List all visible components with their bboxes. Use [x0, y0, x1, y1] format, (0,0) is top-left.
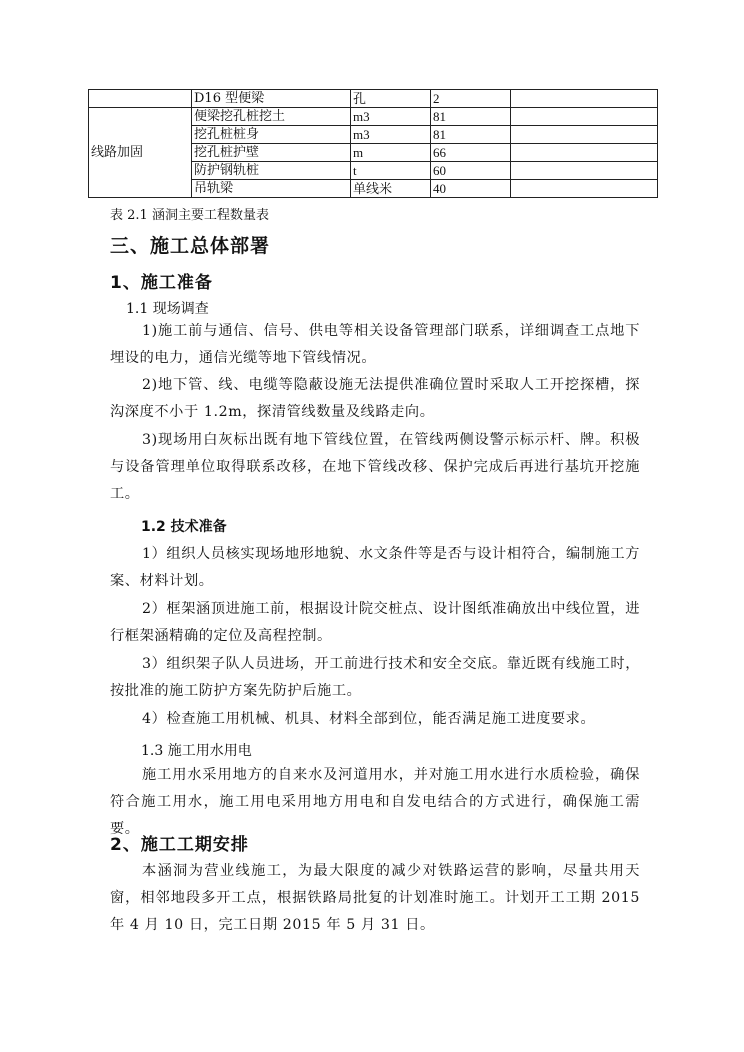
table-cell-unit: t [351, 162, 431, 180]
table-cell-item: 挖孔桩桩身 [192, 126, 351, 144]
table-cell-note [511, 90, 658, 108]
paragraph: 3）组织架子队人员进场，开工前进行技术和安全交底。靠近既有线施工时，按批准的施工防护方案先防护后施工。 [110, 656, 640, 699]
table-cell-category: 线路加固 [89, 108, 192, 198]
table-cell-qty: 66 [431, 144, 511, 162]
subsection-heading-schedule: 2、施工工期安排 [110, 835, 249, 855]
table-cell-note [511, 144, 658, 162]
table-row [89, 90, 658, 108]
table-cell-note [511, 126, 658, 144]
paragraph: 1)施工前与通信、信号、供电等相关设备管理部门联系，详细调查工点地下埋设的电力，通信光缆等地下管线情况。 [110, 323, 640, 366]
paragraph: 4）检查施工用机械、机具、材料全部到位，能否满足施工进度要求。 [142, 711, 596, 727]
subsection-title-technical: 1.2 技术准备 [141, 519, 227, 535]
table-cell-item: D16 型便梁 [192, 90, 351, 108]
paragraph: 2)地下管、线、电缆等隐蔽设施无法提供准确位置时采取人工开挖探槽，探沟深度不小于 1.2m，探清管线数量及线路走向。 [110, 377, 640, 420]
table-cell-unit: m3 [351, 108, 431, 126]
table-cell-unit: 孔 [351, 90, 431, 108]
table-cell-qty: 81 [431, 126, 511, 144]
paragraph: 3)现场用白灰标出既有地下管线位置，在管线两侧设警示标示杆、牌。积极与设备管理单位取得联系改移，在地下管线改移、保护完成后再进行基坑开挖施工。 [110, 432, 640, 502]
table-cell-unit: m [351, 144, 431, 162]
paragraph: 施工用水采用地方的自来水及河道用水，并对施工用水进行水质检验，确保符合施工用水，施工用电采用地方用电和自发电结合的方式进行，确保施工需要。 [110, 767, 640, 837]
subsection-title-site-survey: 1.1 现场调查 [126, 301, 209, 317]
table-cell-item: 防护钢轨桩 [192, 162, 351, 180]
paragraph: 本涵洞为营业线施工，为最大限度的减少对铁路运营的影响，尽量共用天窗，相邻地段多开工点，根据铁路局批复的计划准时施工。计划开工工期 2015 年 4 月 10 日，完工日期 2015 年 5 月 31 日。 [110, 863, 640, 933]
table-cell-note [511, 180, 658, 198]
table-cell-unit: 单线米 [351, 180, 431, 198]
subsection-heading-preparation: 1、施工准备 [110, 273, 213, 293]
paragraph: 2）框架涵顶进施工前，根据设计院交桩点、设计图纸准确放出中线位置，进行框架涵精确的定位及高程控制。 [110, 601, 640, 644]
table-cell-item: 吊轨梁 [192, 180, 351, 198]
table-cell-qty: 81 [431, 108, 511, 126]
table-cell-note [511, 108, 658, 126]
table-cell-qty: 40 [431, 180, 511, 198]
table-cell-category [89, 90, 192, 108]
paragraph: 1）组织人员核实现场地形地貌、水文条件等是否与设计相符合，编制施工方案、材料计划。 [110, 546, 640, 589]
table-caption: 表 2.1 涵洞主要工程数量表 [110, 208, 269, 223]
table-row [89, 108, 658, 126]
quantity-table [88, 89, 658, 198]
section-heading: 三、施工总体部署 [110, 235, 271, 257]
table-cell-item: 挖孔桩护壁 [192, 144, 351, 162]
subsection-title-water-power: 1.3 施工用水用电 [141, 743, 252, 759]
table-cell-qty: 60 [431, 162, 511, 180]
table-cell-qty: 2 [431, 90, 511, 108]
table-cell-item: 便梁挖孔桩挖土 [192, 108, 351, 126]
table-cell-unit: m3 [351, 126, 431, 144]
table-cell-note [511, 162, 658, 180]
